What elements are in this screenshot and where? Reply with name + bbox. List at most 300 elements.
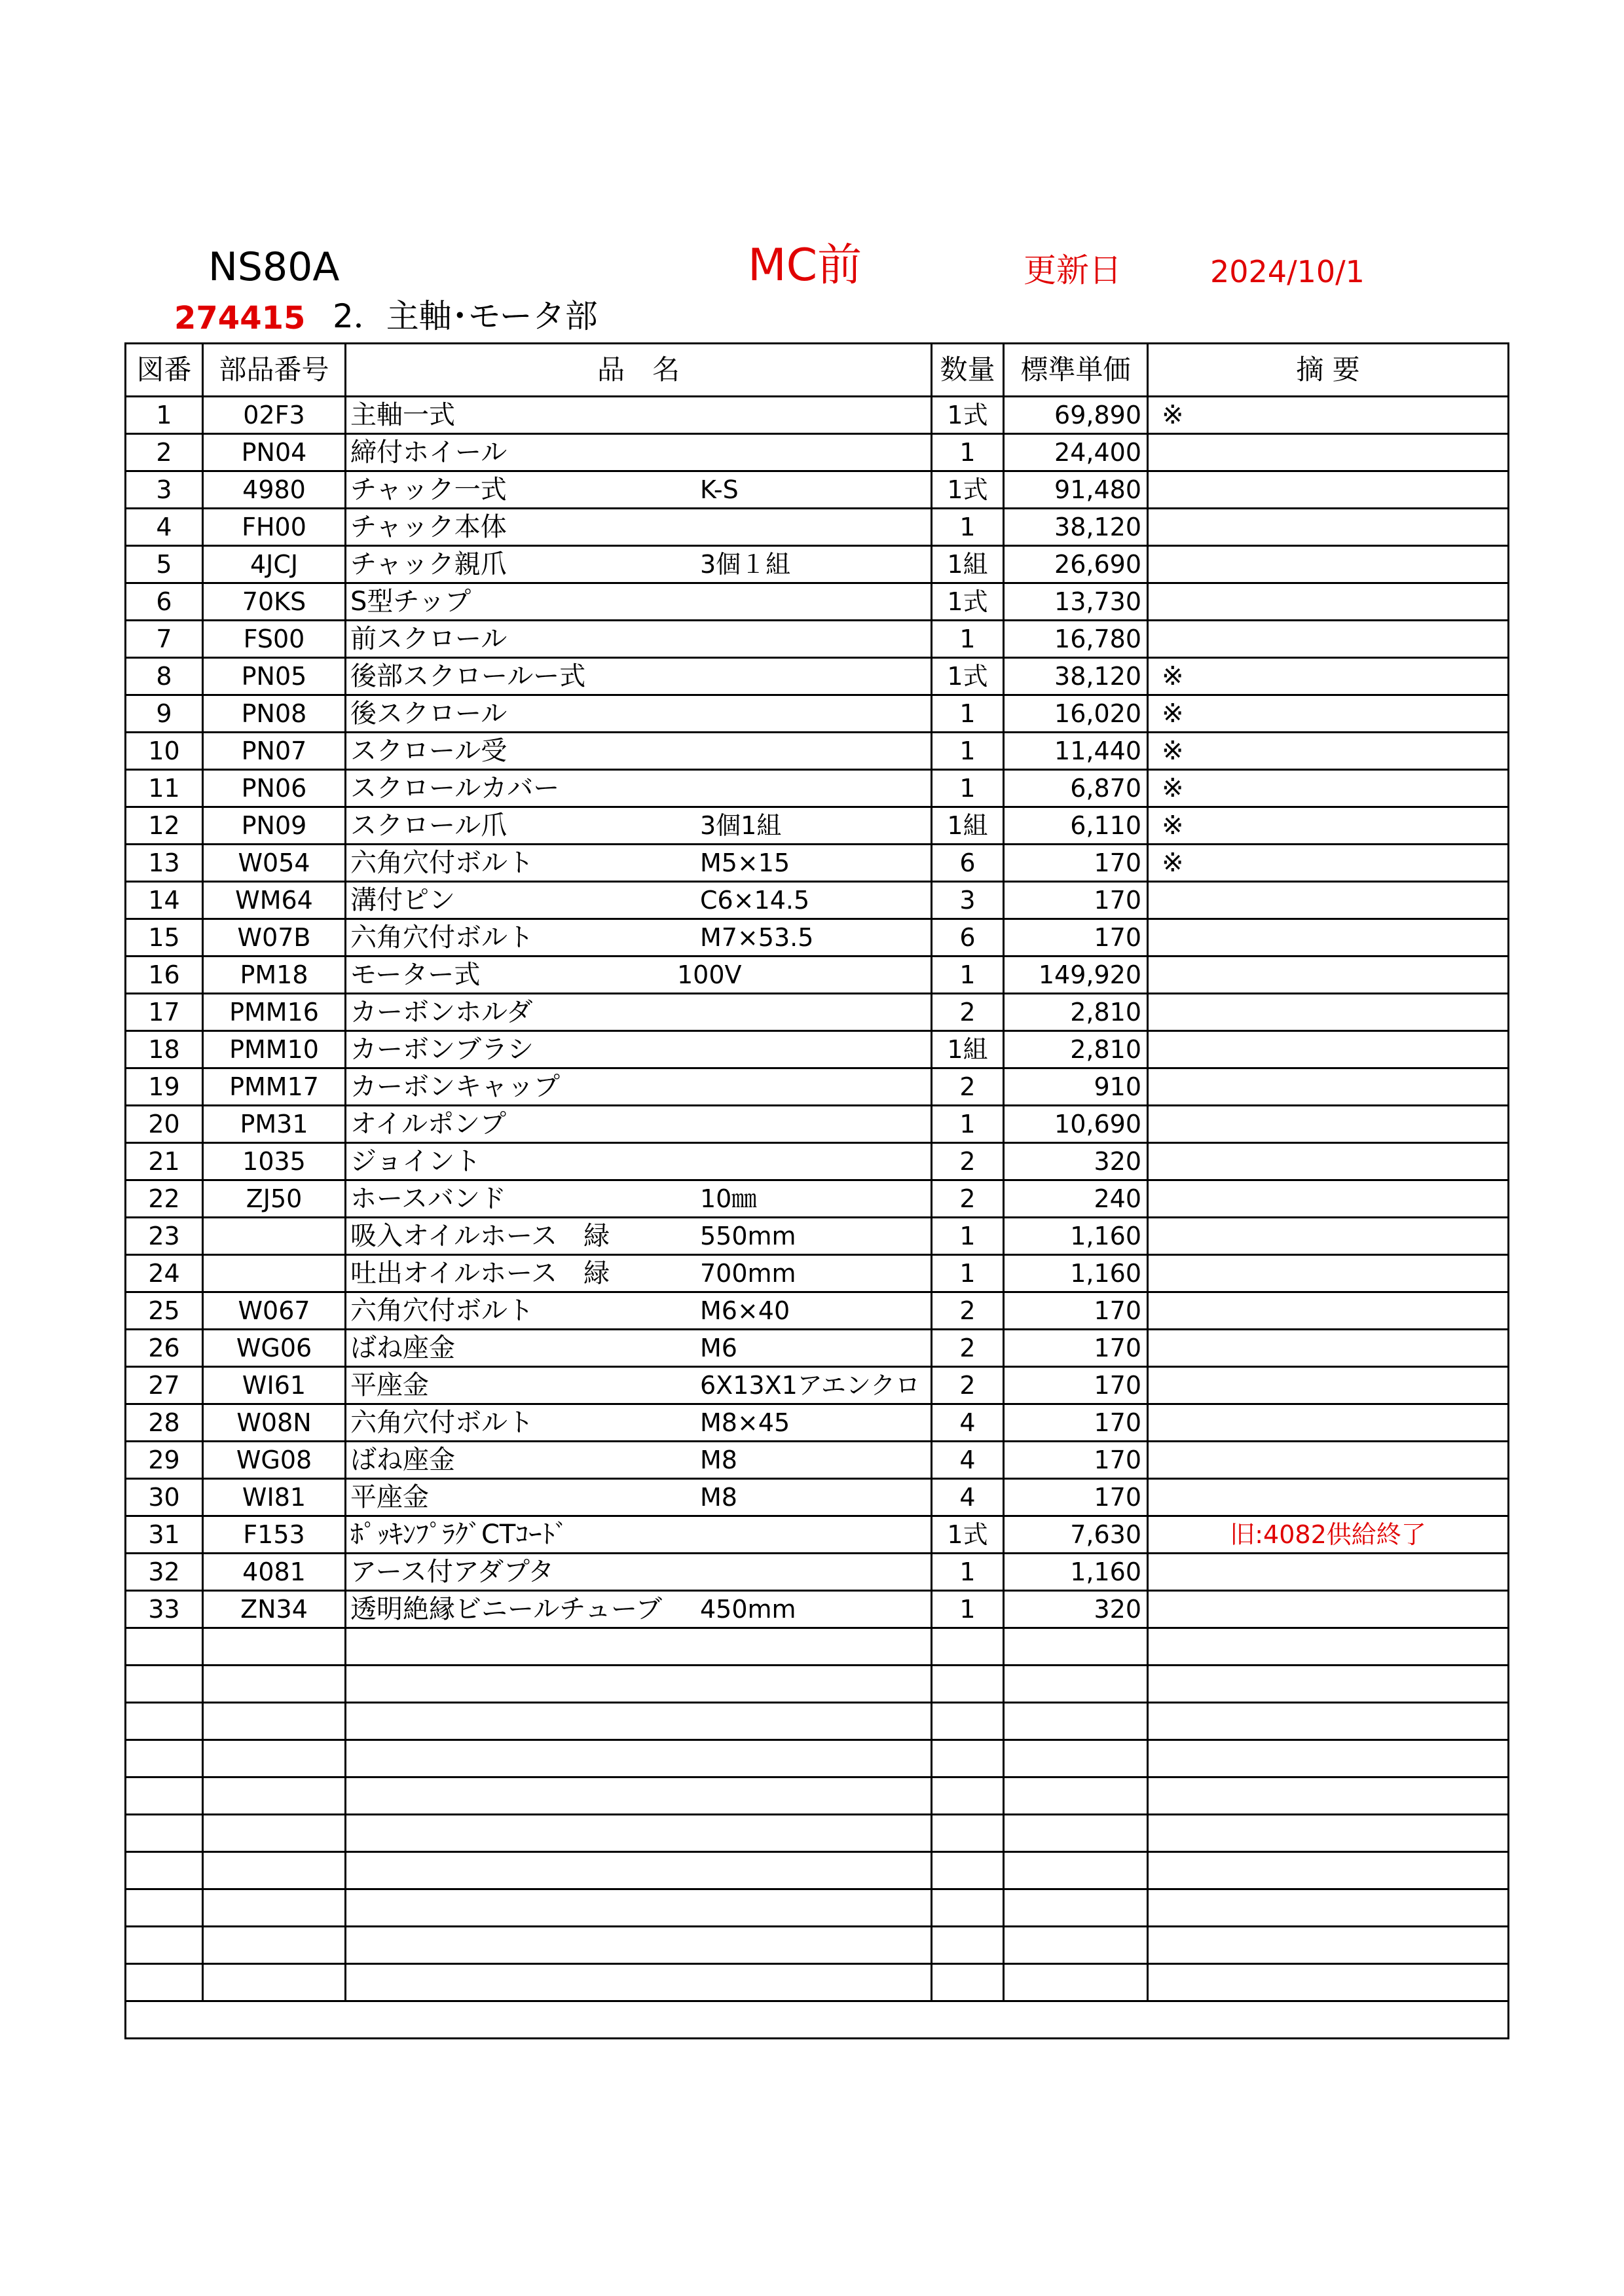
quantity-cell: 1 (932, 1591, 1004, 1628)
blank-cell (1148, 1703, 1509, 1740)
item-name: チャック一式 (350, 475, 507, 505)
item-spec: M7×53.5 (700, 923, 814, 952)
table-row (126, 1218, 1509, 1255)
remarks-cell (1148, 882, 1509, 919)
blank-cell (1148, 1852, 1509, 1889)
unit-price-cell: 91,480 (1004, 471, 1148, 509)
item-name-cell (346, 770, 932, 807)
figure-no-cell: 3 (126, 471, 203, 509)
table-row (126, 1516, 1509, 1554)
item-spec: 450mm (700, 1595, 796, 1624)
blank-cell (203, 1666, 346, 1703)
quantity-cell: 1組 (932, 546, 1004, 583)
blank-cell (1004, 1964, 1148, 2001)
quantity-cell: 1式 (932, 583, 1004, 621)
remarks-cell: ※ (1148, 845, 1509, 882)
blank-cell (1148, 1628, 1509, 1666)
item-name: 吐出オイルホース 緑 (350, 1258, 610, 1288)
unit-price-cell: 1,160 (1004, 1554, 1148, 1591)
figure-no-cell: 18 (126, 1031, 203, 1068)
blank-cell (346, 1666, 932, 1703)
blank-cell (932, 1740, 1004, 1777)
part-no-cell: W054 (203, 845, 346, 882)
table-row (126, 1591, 1509, 1628)
table-row (126, 546, 1509, 583)
item-name-cell (346, 1367, 932, 1404)
quantity-cell: 1式 (932, 1516, 1004, 1554)
figure-no-cell: 4 (126, 509, 203, 546)
quantity-cell: 1 (932, 770, 1004, 807)
col-header-remarks: 摘 要 (1148, 344, 1509, 397)
part-no-cell: PM18 (203, 957, 346, 994)
blank-cell (346, 1852, 932, 1889)
item-spec: 10㎜ (700, 1184, 757, 1213)
blank-cell (932, 1815, 1004, 1852)
figure-no-cell: 1 (126, 397, 203, 434)
item-spec: C6×14.5 (700, 886, 810, 915)
quantity-cell: 2 (932, 1068, 1004, 1106)
col-header-figure-no: 図番 (126, 344, 203, 397)
figure-no-cell: 16 (126, 957, 203, 994)
blank-row (126, 1889, 1509, 1927)
part-no-cell: W07B (203, 919, 346, 957)
unit-price-cell: 7,630 (1004, 1516, 1148, 1554)
remarks-cell (1148, 994, 1509, 1031)
blank-cell (932, 1666, 1004, 1703)
item-name-cell (346, 1442, 932, 1479)
table-row (126, 1106, 1509, 1143)
footer-row (126, 2001, 1509, 2039)
blank-cell (346, 1740, 932, 1777)
item-name: チャック親爪 (350, 549, 507, 579)
section-title: MC前 (748, 240, 862, 291)
item-name-cell (346, 919, 932, 957)
quantity-cell: 4 (932, 1442, 1004, 1479)
unit-price-cell: 16,780 (1004, 621, 1148, 658)
table-row (126, 807, 1509, 845)
assembly-title: 2．主軸･モータ部 (333, 297, 598, 335)
table-row (126, 471, 1509, 509)
blank-cell (932, 1703, 1004, 1740)
item-name: ﾎﾟｯｷﾝﾌﾟﾗｸﾞCTｺｰﾄﾞ (350, 1520, 568, 1550)
figure-no-cell: 26 (126, 1330, 203, 1367)
part-no-cell: F153 (203, 1516, 346, 1554)
table-row (126, 1442, 1509, 1479)
item-spec: M6 (700, 1334, 737, 1362)
item-name-cell (346, 397, 932, 434)
blank-cell (932, 1889, 1004, 1927)
blank-cell (346, 1964, 932, 2001)
unit-price-cell: 170 (1004, 1442, 1148, 1479)
blank-cell (126, 1964, 203, 2001)
quantity-cell: 4 (932, 1404, 1004, 1442)
blank-cell (1004, 1889, 1148, 1927)
item-name-cell (346, 957, 932, 994)
part-no-cell: ZJ50 (203, 1180, 346, 1218)
quantity-cell: 2 (932, 1367, 1004, 1404)
item-name-cell (346, 546, 932, 583)
item-spec: 6X13X1アエンクロ (700, 1371, 921, 1400)
quantity-cell: 1 (932, 1554, 1004, 1591)
item-name: ばね座金 (350, 1333, 455, 1363)
quantity-cell: 1 (932, 1255, 1004, 1292)
table-row (126, 957, 1509, 994)
item-name-cell (346, 1255, 932, 1292)
figure-no-cell: 7 (126, 621, 203, 658)
item-name-cell (346, 1031, 932, 1068)
part-no-cell: PMM10 (203, 1031, 346, 1068)
part-no-cell: 4JCJ (203, 546, 346, 583)
quantity-cell: 1 (932, 434, 1004, 471)
part-no-cell: W067 (203, 1292, 346, 1330)
table-row (126, 397, 1509, 434)
blank-row (126, 1740, 1509, 1777)
remarks-cell (1148, 1031, 1509, 1068)
item-name-cell (346, 807, 932, 845)
quantity-cell: 1 (932, 621, 1004, 658)
part-no-cell: 70KS (203, 583, 346, 621)
unit-price-cell: 1,160 (1004, 1255, 1148, 1292)
remarks-cell (1148, 1404, 1509, 1442)
item-name: 六角穴付ボルト (350, 848, 534, 878)
blank-cell (126, 1703, 203, 1740)
blank-row (126, 1777, 1509, 1815)
blank-cell (203, 1703, 346, 1740)
unit-price-cell: 10,690 (1004, 1106, 1148, 1143)
table-row (126, 1031, 1509, 1068)
blank-cell (1148, 1666, 1509, 1703)
item-spec: M8 (700, 1483, 737, 1512)
item-name-cell (346, 1143, 932, 1180)
remarks-cell (1148, 1292, 1509, 1330)
remarks-cell (1148, 546, 1509, 583)
part-no-cell: WM64 (203, 882, 346, 919)
remarks-cell (1148, 583, 1509, 621)
figure-no-cell: 20 (126, 1106, 203, 1143)
unit-price-cell: 24,400 (1004, 434, 1148, 471)
part-no-cell: PMM16 (203, 994, 346, 1031)
unit-price-cell: 6,110 (1004, 807, 1148, 845)
table-row (126, 1292, 1509, 1330)
remarks-cell: ※ (1148, 658, 1509, 695)
remarks-cell (1148, 1367, 1509, 1404)
blank-cell (1004, 1740, 1148, 1777)
blank-cell (1004, 1815, 1148, 1852)
blank-cell (932, 1964, 1004, 2001)
assembly-code: 274415 (174, 300, 306, 337)
blank-cell (1004, 1852, 1148, 1889)
item-spec: 700mm (700, 1259, 796, 1288)
item-name-cell (346, 1554, 932, 1591)
parts-table-body (126, 397, 1509, 2039)
item-name-cell (346, 1218, 932, 1255)
unit-price-cell: 26,690 (1004, 546, 1148, 583)
parts-table (124, 342, 1509, 2039)
item-name: 主軸一式 (350, 400, 455, 430)
item-name: スクロール爪 (350, 811, 507, 841)
part-no-cell: PN09 (203, 807, 346, 845)
unit-price-cell: 170 (1004, 882, 1148, 919)
quantity-cell: 2 (932, 1292, 1004, 1330)
item-name: ばね座金 (350, 1445, 455, 1475)
part-no-cell: PN04 (203, 434, 346, 471)
quantity-cell: 1式 (932, 397, 1004, 434)
part-no-cell: WG08 (203, 1442, 346, 1479)
blank-cell (126, 1852, 203, 1889)
blank-cell (126, 1777, 203, 1815)
table-row (126, 1330, 1509, 1367)
figure-no-cell: 11 (126, 770, 203, 807)
remarks-cell (1148, 1442, 1509, 1479)
figure-no-cell: 23 (126, 1218, 203, 1255)
figure-no-cell: 8 (126, 658, 203, 695)
item-name-cell (346, 1330, 932, 1367)
figure-no-cell: 5 (126, 546, 203, 583)
blank-cell (1148, 1889, 1509, 1927)
blank-cell (1004, 1703, 1148, 1740)
col-header-item-name: 品 名 (346, 344, 932, 397)
quantity-cell: 1式 (932, 471, 1004, 509)
unit-price-cell: 170 (1004, 919, 1148, 957)
item-name-cell (346, 1292, 932, 1330)
blank-cell (932, 1628, 1004, 1666)
part-no-cell (203, 1255, 346, 1292)
figure-no-cell: 2 (126, 434, 203, 471)
remarks-cell (1148, 621, 1509, 658)
blank-cell (126, 1666, 203, 1703)
blank-cell (932, 1777, 1004, 1815)
unit-price-cell: 240 (1004, 1180, 1148, 1218)
quantity-cell: 2 (932, 1180, 1004, 1218)
item-spec: 100V (677, 960, 742, 989)
update-label: 更新日 (1024, 251, 1122, 289)
update-date: 2024/10/1 (1210, 254, 1365, 289)
item-spec: M8 (700, 1446, 737, 1474)
item-spec: 3個1組 (700, 811, 782, 840)
blank-row (126, 1666, 1509, 1703)
unit-price-cell: 38,120 (1004, 509, 1148, 546)
item-name: 六角穴付ボルト (350, 1408, 534, 1438)
blank-row (126, 1815, 1509, 1852)
item-name-cell (346, 1106, 932, 1143)
quantity-cell: 1 (932, 509, 1004, 546)
table-row (126, 1143, 1509, 1180)
blank-row (126, 1927, 1509, 1964)
figure-no-cell: 17 (126, 994, 203, 1031)
figure-no-cell: 19 (126, 1068, 203, 1106)
item-name: カーボンブラシ (350, 1034, 534, 1065)
figure-no-cell: 33 (126, 1591, 203, 1628)
remarks-cell (1148, 957, 1509, 994)
blank-cell (203, 1852, 346, 1889)
item-name-cell (346, 733, 932, 770)
item-name: 吸入オイルホース 緑 (350, 1221, 610, 1251)
blank-cell (203, 1815, 346, 1852)
part-no-cell: PMM17 (203, 1068, 346, 1106)
table-row (126, 919, 1509, 957)
blank-cell (1004, 1927, 1148, 1964)
table-row (126, 583, 1509, 621)
blank-cell (203, 1628, 346, 1666)
part-no-cell: PN08 (203, 695, 346, 733)
remarks-cell (1148, 1479, 1509, 1516)
item-name: 六角穴付ボルト (350, 1296, 534, 1326)
quantity-cell: 1 (932, 695, 1004, 733)
remarks-cell (1148, 1330, 1509, 1367)
item-spec: 550mm (700, 1222, 796, 1250)
quantity-cell: 1 (932, 957, 1004, 994)
unit-price-cell: 170 (1004, 1367, 1148, 1404)
figure-no-cell: 22 (126, 1180, 203, 1218)
item-name-cell (346, 1479, 932, 1516)
table-row (126, 1479, 1509, 1516)
item-name: スクロールカバー (350, 773, 560, 803)
unit-price-cell: 170 (1004, 1330, 1148, 1367)
item-name: アース付アダプタ (350, 1557, 555, 1587)
table-row (126, 621, 1509, 658)
item-name: S型チップ (350, 587, 471, 617)
remarks-cell: ※ (1148, 733, 1509, 770)
item-name: ホースバンド (350, 1184, 506, 1214)
table-row (126, 1367, 1509, 1404)
part-no-cell: W08N (203, 1404, 346, 1442)
item-name: オイルポンプ (350, 1109, 506, 1139)
quantity-cell: 6 (932, 919, 1004, 957)
quantity-cell: 1 (932, 1106, 1004, 1143)
quantity-cell: 4 (932, 1479, 1004, 1516)
unit-price-cell: 170 (1004, 1404, 1148, 1442)
table-header-row (126, 344, 1509, 397)
remarks-cell: 旧:4082供給終了 (1148, 1516, 1509, 1554)
unit-price-cell: 2,810 (1004, 994, 1148, 1031)
blank-cell (203, 1740, 346, 1777)
blank-cell (346, 1815, 932, 1852)
blank-cell (1004, 1777, 1148, 1815)
table-row (126, 1554, 1509, 1591)
quantity-cell: 2 (932, 994, 1004, 1031)
blank-cell (1148, 1815, 1509, 1852)
unit-price-cell: 11,440 (1004, 733, 1148, 770)
item-name: 溝付ピン (350, 885, 455, 915)
table-row (126, 1404, 1509, 1442)
blank-cell (203, 1889, 346, 1927)
item-spec: M6×40 (700, 1296, 790, 1325)
item-name: スクロール受 (350, 736, 507, 766)
figure-no-cell: 29 (126, 1442, 203, 1479)
table-row (126, 733, 1509, 770)
model-name: NS80A (208, 244, 340, 290)
part-no-cell (203, 1218, 346, 1255)
part-no-cell: PN05 (203, 658, 346, 695)
blank-cell (1004, 1628, 1148, 1666)
unit-price-cell: 16,020 (1004, 695, 1148, 733)
col-header-quantity: 数量 (932, 344, 1004, 397)
item-name: モーター式 (350, 960, 481, 990)
figure-no-cell: 21 (126, 1143, 203, 1180)
item-name-cell (346, 1591, 932, 1628)
remarks-cell (1148, 1180, 1509, 1218)
part-no-cell: PN07 (203, 733, 346, 770)
table-row (126, 770, 1509, 807)
blank-cell (932, 1852, 1004, 1889)
blank-cell (126, 1628, 203, 1666)
remarks-cell (1148, 1554, 1509, 1591)
remarks-cell (1148, 1591, 1509, 1628)
quantity-cell: 1組 (932, 807, 1004, 845)
item-spec: K-S (700, 475, 739, 504)
blank-row (126, 1964, 1509, 2001)
quantity-cell: 1 (932, 733, 1004, 770)
table-row (126, 1180, 1509, 1218)
blank-cell (1004, 1666, 1148, 1703)
unit-price-cell: 38,120 (1004, 658, 1148, 695)
item-name-cell (346, 845, 932, 882)
unit-price-cell: 910 (1004, 1068, 1148, 1106)
blank-cell (346, 1889, 932, 1927)
blank-cell (932, 1927, 1004, 1964)
figure-no-cell: 10 (126, 733, 203, 770)
remarks-cell (1148, 1218, 1509, 1255)
item-name-cell (346, 1180, 932, 1218)
figure-no-cell: 14 (126, 882, 203, 919)
quantity-cell: 1式 (932, 658, 1004, 695)
item-name: 平座金 (350, 1482, 429, 1512)
item-name-cell (346, 695, 932, 733)
item-name-cell (346, 583, 932, 621)
table-row (126, 658, 1509, 695)
remarks-cell (1148, 509, 1509, 546)
remarks-cell: ※ (1148, 695, 1509, 733)
unit-price-cell: 320 (1004, 1591, 1148, 1628)
item-spec: 3個１組 (700, 550, 791, 579)
figure-no-cell: 9 (126, 695, 203, 733)
blank-row (126, 1852, 1509, 1889)
remarks-cell (1148, 919, 1509, 957)
unit-price-cell: 320 (1004, 1143, 1148, 1180)
table-row (126, 994, 1509, 1031)
part-no-cell: WG06 (203, 1330, 346, 1367)
remarks-cell (1148, 1106, 1509, 1143)
blank-cell (346, 1628, 932, 1666)
blank-cell (346, 1777, 932, 1815)
table-row (126, 434, 1509, 471)
col-header-unit-price: 標準単価 (1004, 344, 1148, 397)
item-name: 透明絶縁ビニールチューブ (350, 1594, 662, 1624)
item-name-cell (346, 1068, 932, 1106)
figure-no-cell: 6 (126, 583, 203, 621)
part-no-cell: 4980 (203, 471, 346, 509)
table-row (126, 1068, 1509, 1106)
item-name-cell (346, 994, 932, 1031)
item-name-cell (346, 434, 932, 471)
footer-cell (126, 2001, 1509, 2039)
unit-price-cell: 170 (1004, 1292, 1148, 1330)
figure-no-cell: 27 (126, 1367, 203, 1404)
unit-price-cell: 2,810 (1004, 1031, 1148, 1068)
part-no-cell: PN06 (203, 770, 346, 807)
quantity-cell: 1組 (932, 1031, 1004, 1068)
item-name: 締付ホイール (350, 437, 507, 467)
blank-row (126, 1628, 1509, 1666)
figure-no-cell: 13 (126, 845, 203, 882)
item-name-cell (346, 1404, 932, 1442)
table-row (126, 695, 1509, 733)
blank-cell (346, 1927, 932, 1964)
table-row (126, 1255, 1509, 1292)
part-no-cell: ZN34 (203, 1591, 346, 1628)
figure-no-cell: 31 (126, 1516, 203, 1554)
figure-no-cell: 32 (126, 1554, 203, 1591)
